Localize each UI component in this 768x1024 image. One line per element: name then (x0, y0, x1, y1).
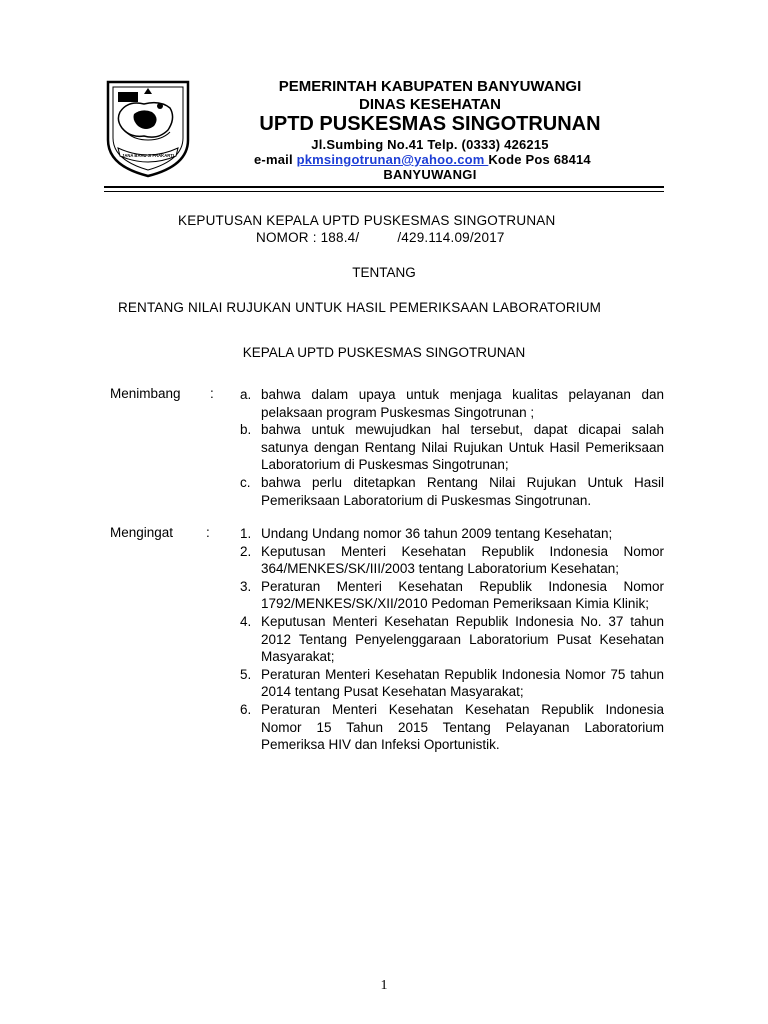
list-item (240, 543, 664, 578)
list-text: bahwa dalam upaya untuk menjaga kualitas pelayanan dan pelaksaan program Puskesmas Singotrunan ; (261, 387, 664, 420)
mengingat-list (240, 525, 664, 754)
list-marker: 2. (240, 543, 252, 559)
list-item (240, 613, 664, 666)
decree-number-prefix: NOMOR : 188.4/ (256, 230, 360, 245)
institution-name: UPTD PUSKESMAS SINGOTRUNAN (259, 113, 601, 135)
list-text: Peraturan Menteri Kesehatan Kesehatan Republik Indonesia Nomor 15 Tahun 2015 Tentang Pelayanan Laboratorium Pemeriksa HIV dan Infeksi Oportunistik. (261, 701, 664, 753)
decree-number (256, 230, 505, 245)
letterhead-divider-thick (104, 186, 664, 188)
list-item (240, 474, 664, 509)
list-item (240, 421, 664, 474)
list-text: Undang Undang nomor 36 tahun 2009 tentang Kesehatan; (261, 526, 613, 541)
list-text: bahwa perlu ditetapkan Rentang Nilai Rujukan Untuk Hasil Pemeriksaan Laboratorium di Puskesmas Singotrunan. (261, 474, 664, 508)
list-marker: 3. (240, 578, 252, 594)
city-line: BANYUWANGI (383, 167, 477, 182)
list-marker: 4. (240, 613, 252, 629)
regency-emblem-icon (104, 78, 192, 178)
list-marker: b. (240, 422, 252, 438)
government-name: PEMERINTAH KABUPATEN BANYUWANGI (278, 78, 582, 95)
list-item (240, 701, 664, 754)
list-marker: c. (240, 474, 251, 490)
mengingat-label: Mengingat (110, 525, 174, 540)
list-marker: a. (240, 387, 252, 402)
svg-text:JANA BAHU JI PRAKARTI: JANA BAHU JI PRAKARTI (122, 153, 174, 158)
decree-subject: RENTANG NILAI RUJUKAN UNTUK HASIL PEMERIKSAAN LABORATORIUM (118, 300, 602, 315)
list-item (240, 666, 664, 701)
decree-about: TENTANG (352, 265, 416, 280)
mengingat-colon: : (206, 525, 210, 540)
list-text: Keputusan Menteri Kesehatan Republik Indonesia No. 37 tahun 2012 Tentang Penyelenggaraan Laboratorium Pusat Kesehatan Masyarakat; (261, 613, 664, 665)
page-number: 1 (380, 978, 388, 993)
address-line: Jl.Sumbing No.41 Telp. (0333) 426215 (311, 137, 549, 152)
decree-title: KEPUTUSAN KEPALA UPTD PUSKESMAS SINGOTRUNAN (178, 213, 556, 228)
list-marker: 6. (240, 701, 252, 717)
postal-code: Kode Pos 68414 (488, 152, 591, 167)
list-text: Peraturan Menteri Kesehatan Republik Indonesia Nomor 75 tahun 2014 tentang Pusat Kesehatan Masyarakat; (261, 666, 664, 700)
list-marker: 5. (240, 666, 252, 682)
email-prefix: e-mail (254, 152, 297, 167)
menimbang-list (240, 386, 664, 509)
menimbang-label: Menimbang (110, 386, 181, 401)
list-item (240, 386, 664, 421)
list-item (240, 578, 664, 613)
letterhead-divider-thin (104, 191, 664, 192)
email-link[interactable]: pkmsingotrunan@yahoo.com (296, 152, 489, 167)
department-name: DINAS KESEHATAN (359, 96, 501, 113)
list-item (240, 525, 664, 543)
regency-logo (104, 78, 192, 178)
decree-issuer: KEPALA UPTD PUSKESMAS SINGOTRUNAN (242, 345, 526, 360)
list-marker: 1. (240, 526, 252, 541)
list-text: Keputusan Menteri Kesehatan Republik Indonesia Nomor 364/MENKES/SK/III/2003 tentang Laboratorium Kesehatan; (261, 543, 664, 577)
contact-line (254, 152, 591, 167)
logo-motto-lettering (122, 153, 174, 158)
menimbang-colon: : (210, 386, 214, 401)
list-text: bahwa untuk mewujudkan hal tersebut, dapat dicapai salah satunya dengan Rentang Nilai Rujukan Untuk Hasil Pemeriksaan Laboratorium di Puskesmas Singotrunan; (261, 422, 664, 473)
decree-number-suffix: /429.114.09/2017 (397, 230, 505, 245)
list-text: Peraturan Menteri Kesehatan Republik Indonesia Nomor 1792/MENKES/SK/XII/2010 Pedoman Pemeriksaan Kimia Klinik; (261, 578, 664, 612)
